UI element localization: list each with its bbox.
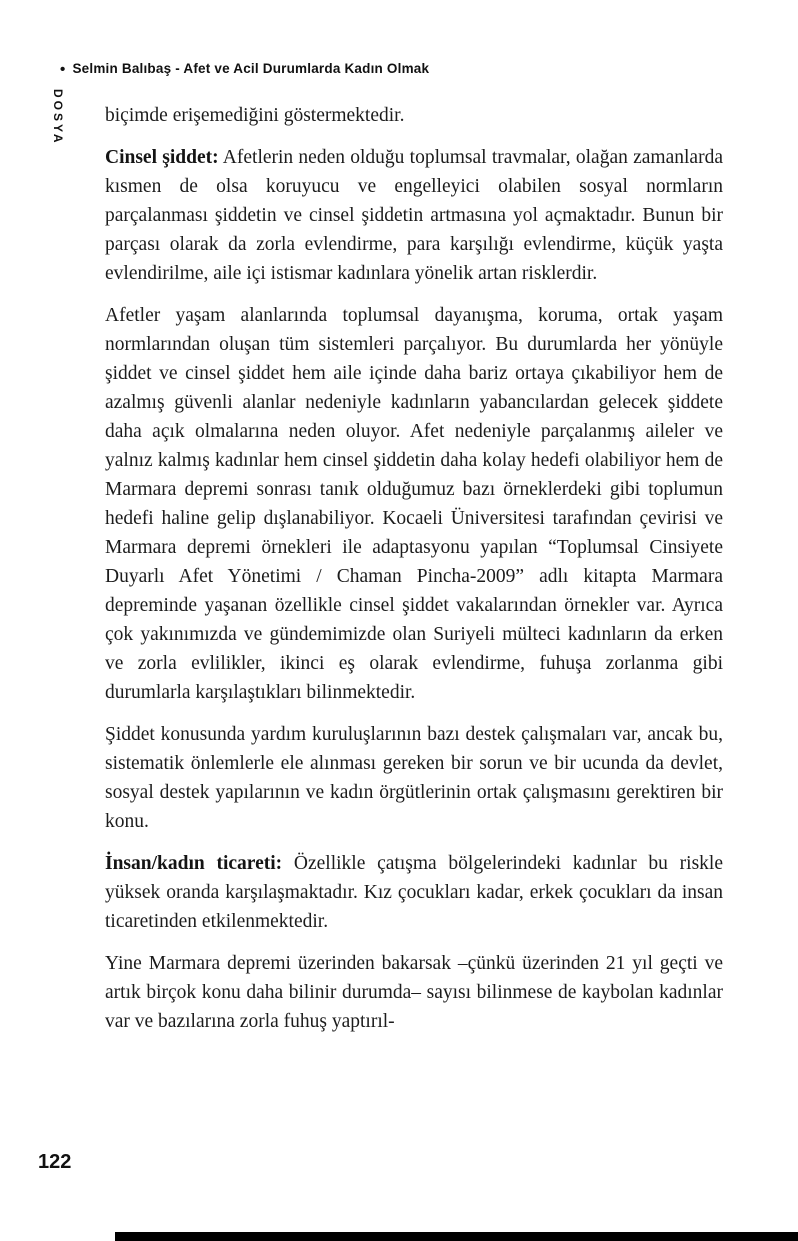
paragraph-text: Yine Marmara depremi üzerinden bakarsak –çünkü üzerinden 21 yıl geçti ve artık birçok konu daha bilinir durumda– sayısı bilinmese de kaybolan kadınlar var ve bazılarına zorla fuhuş yaptırıl- — [105, 953, 723, 1032]
paragraph-text: biçimde erişemediğini göstermektedir. — [105, 105, 405, 126]
paragraph-cinsel-siddet — [105, 143, 723, 288]
body-text-block — [105, 101, 723, 1049]
page-number: 122 — [38, 1151, 72, 1173]
header-book-title: Afet ve Acil Durumlarda Kadın Olmak — [183, 61, 430, 76]
sidebar-section-label: DOSYA — [51, 89, 65, 146]
bottom-decorative-bar — [115, 1232, 798, 1241]
header-author: Selmin Balıbaş - — [72, 61, 184, 76]
bullet-icon: • — [60, 61, 66, 78]
paragraph-yine-marmara — [105, 949, 723, 1036]
running-header — [60, 61, 429, 78]
paragraph-afetler-yasam — [105, 301, 723, 707]
paragraph-intro-continuation — [105, 101, 723, 130]
paragraph-siddet-konusunda — [105, 720, 723, 836]
paragraph-text: Özellikle çatışma bölgelerindeki kadınlar bu riskle yüksek oranda karşılaşmaktadır. Kız çocukları kadar, erkek çocukları da insan ticaretinden etkilenmektedir. — [105, 853, 723, 932]
paragraph-lead: İnsan/kadın ticareti: — [105, 853, 283, 874]
paragraph-text: Şiddet konusunda yardım kuruluşlarının bazı destek çalışmaları var, ancak bu, sistematik önlemlerle ele alınması gereken bir sorun ve bir ucunda da devlet, sosyal destek yapılarının ve kadın örgütlerinin ortak çalışmasını gerektiren bir konu. — [105, 724, 723, 832]
paragraph-text: Afetlerin neden olduğu toplumsal travmalar, olağan zamanlarda kısmen de olsa koruyucu ve engelleyici olabilen sosyal normların parçalanması şiddetin ve cinsel şiddetin artmasına yol açmaktadır. Bunun bir parçası olarak da zorla evlendirme, para karşılığı evlendirme, küçük yaşta evlendirilme, aile içi istismar kadınlara yönelik artan risklerdir. — [105, 147, 723, 284]
paragraph-insan-kadin-ticareti — [105, 849, 723, 936]
paragraph-text: Afetler yaşam alanlarında toplumsal dayanışma, koruma, ortak yaşam normlarından oluşan tüm sistemleri parçalıyor. Bu durumlarda her yönüyle şiddet ve cinsel şiddet hem aile içinde daha bariz ortaya çıkabiliyor hem de azalmış güvenli alanlar nedeniyle kadınların yabancılardan gelecek şiddete daha açık olmalarına neden oluyor. Afet nedeniyle parçalanmış aileler ve yalnız kalmış kadınlar hem cinsel şiddetin daha kolay hedefi olabiliyor hem de Marmara depremi sonrası tanık olduğumuz bazı örneklerdeki gibi toplumun hedefi haline gelip dışlanabiliyor. Kocaeli Üniversitesi tarafından çevirisi ve Marmara depremi örnekleri ile adaptasyonu yapılan “Toplumsal Cinsiyete Duyarlı Afet Yönetimi / Chaman Pincha-2009” adlı kitapta Marmara depreminde yaşanan özellikle cinsel şiddet vakalarından örnekler var. Ayrıca çok yakınımızda ve gündemimizde olan Suriyeli mülteci kadınların da erken ve zorla evlilikler, ikinci eş olarak evlendirme, fuhuşa zorlanma gibi durumlarla karşılaştıkları bilinmektedir. — [105, 305, 723, 703]
paragraph-lead: Cinsel şiddet: — [105, 147, 219, 168]
